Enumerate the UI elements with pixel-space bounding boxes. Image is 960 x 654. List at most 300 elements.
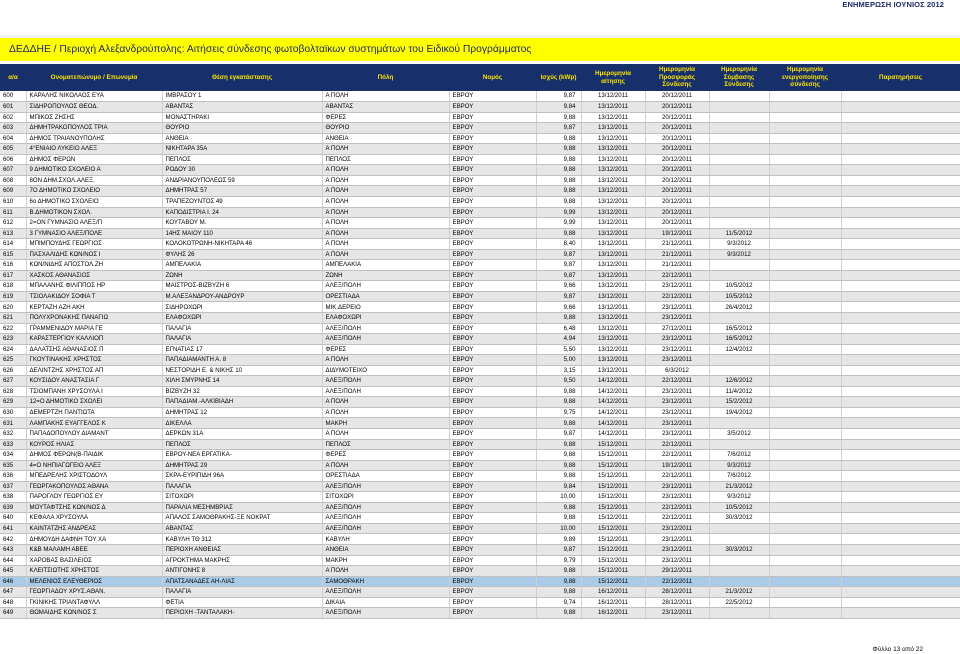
cell-name: ΔΗΜΟΣ ΦΕΡΩΝ xyxy=(26,154,162,165)
cell-contract-date xyxy=(709,260,769,271)
cell-power: 6,48 xyxy=(536,323,581,334)
cell-name: ΚΕΡΤΑΖΗ ΑΖΗ ΑΚΗ xyxy=(26,302,162,313)
cell-aa: 604 xyxy=(0,133,26,144)
cell-activation-date xyxy=(769,291,841,302)
cell-offer-date: 22/12/2011 xyxy=(645,439,709,450)
cell-contract-date: 22/5/2012 xyxy=(709,597,769,608)
cell-power: 9,87 xyxy=(536,123,581,134)
cell-power: 9,88 xyxy=(536,397,581,408)
table-row xyxy=(0,291,960,302)
cell-location: ΔΙΚΕΛΛΑ xyxy=(162,418,322,429)
col-header-activation-date: Ημερομηνία ενεργοποίησης σύνδεσης xyxy=(769,64,841,91)
cell-application-date: 13/12/2011 xyxy=(581,196,645,207)
cell-offer-date: 23/12/2011 xyxy=(645,312,709,323)
cell-name: ΠΑΠΑΔΟΠΟΥΛΟΥ ΔΙΑΜΑΝΤ xyxy=(26,429,162,440)
cell-remarks xyxy=(841,344,960,355)
cell-application-date: 16/12/2011 xyxy=(581,608,645,619)
cell-location: ΑΜΠΕΛΑΚΙΑ xyxy=(162,260,322,271)
cell-prefecture: ΕΒΡΟΥ xyxy=(449,523,536,534)
cell-power: 9,88 xyxy=(536,186,581,197)
col-header-name: Ονοματεπώνυμο / Επωνυμία xyxy=(26,64,162,91)
cell-application-date: 13/12/2011 xyxy=(581,112,645,123)
cell-remarks xyxy=(841,492,960,503)
cell-location: ΠΕΠΛΟΣ xyxy=(162,439,322,450)
cell-location: ΔΗΜΗΤΡΑΣ 57 xyxy=(162,186,322,197)
cell-activation-date xyxy=(769,523,841,534)
cell-city: ΑΛΕΞ/ΠΟΛΗ xyxy=(322,376,449,387)
cell-activation-date xyxy=(769,154,841,165)
cell-prefecture: ΕΒΡΟΥ xyxy=(449,344,536,355)
cell-prefecture: ΕΒΡΟΥ xyxy=(449,186,536,197)
cell-name: 8ΟΝ ΔΗΜ.ΣΧΟΛ.ΑΛΕΞ. xyxy=(26,175,162,186)
cell-name: 2=ΟΝ ΓΥΜΝΑΣΙΟ ΑΛΕΞ/Π xyxy=(26,218,162,229)
cell-power: 9,88 xyxy=(536,471,581,482)
cell-contract-date xyxy=(709,154,769,165)
cell-power: 8,40 xyxy=(536,239,581,250)
cell-application-date: 15/12/2011 xyxy=(581,439,645,450)
cell-activation-date xyxy=(769,429,841,440)
cell-contract-date xyxy=(709,566,769,577)
cell-location: ΔΗΜΗΤΡΑΣ 29 xyxy=(162,460,322,471)
cell-city: Α ΠΟΛΗ xyxy=(322,566,449,577)
cell-application-date: 15/12/2011 xyxy=(581,576,645,587)
cell-aa: 607 xyxy=(0,165,26,176)
cell-location: ΙΜΒΡΑΣΟΥ 1 xyxy=(162,91,322,102)
cell-activation-date xyxy=(769,102,841,113)
cell-prefecture: ΕΒΡΟΥ xyxy=(449,112,536,123)
cell-name: ΓΕΩΡΓΑΚΟΠΟΥΛΟΣ ΑΘΑΝΑ xyxy=(26,481,162,492)
cell-contract-date: 10/5/2012 xyxy=(709,291,769,302)
cell-offer-date: 20/12/2011 xyxy=(645,165,709,176)
cell-activation-date xyxy=(769,502,841,513)
cell-prefecture: ΕΒΡΟΥ xyxy=(449,439,536,450)
cell-prefecture: ΕΒΡΟΥ xyxy=(449,323,536,334)
cell-prefecture: ΕΒΡΟΥ xyxy=(449,397,536,408)
cell-prefecture: ΕΒΡΟΥ xyxy=(449,513,536,524)
cell-name: ΜΠΑΛΑΝΗΣ ΦΙΛΙΠΠΟΣ ΗΡ xyxy=(26,281,162,292)
cell-application-date: 16/12/2011 xyxy=(581,597,645,608)
table-row xyxy=(0,112,960,123)
cell-name: ΜΟΥΤΑΦΤΣΗΣ ΚΩΝ/ΝΟΣ Δ xyxy=(26,502,162,513)
cell-prefecture: ΕΒΡΟΥ xyxy=(449,386,536,397)
cell-application-date: 13/12/2011 xyxy=(581,249,645,260)
cell-aa: 638 xyxy=(0,492,26,503)
cell-activation-date xyxy=(769,334,841,345)
table-row xyxy=(0,144,960,155)
cell-city: ΠΕΠΛΟΣ xyxy=(322,154,449,165)
cell-application-date: 13/12/2011 xyxy=(581,239,645,250)
cell-city: ΦΕΡΕΣ xyxy=(322,450,449,461)
cell-name: ΤΣΙΟΛΑΚΙΔΟΥ ΣΟΦΙΑ Τ xyxy=(26,291,162,302)
cell-name: ΜΠΙΜΠΟΥΔΗΣ ΓΕΩΡΓΙΟΣ xyxy=(26,239,162,250)
cell-offer-date: 22/12/2011 xyxy=(645,270,709,281)
cell-remarks xyxy=(841,186,960,197)
cell-prefecture: ΕΒΡΟΥ xyxy=(449,597,536,608)
cell-remarks xyxy=(841,228,960,239)
cell-city: ΑΒΑΝΤΑΣ xyxy=(322,102,449,113)
cell-power: 9,66 xyxy=(536,281,581,292)
cell-location: ΠΑΠΑΔΙΑΜΑΝΤΗ Α. 8 xyxy=(162,355,322,366)
table-row xyxy=(0,513,960,524)
cell-offer-date: 20/12/2011 xyxy=(645,175,709,186)
cell-remarks xyxy=(841,154,960,165)
cell-application-date: 15/12/2011 xyxy=(581,513,645,524)
table-row xyxy=(0,460,960,471)
cell-aa: 632 xyxy=(0,429,26,440)
cell-aa: 626 xyxy=(0,365,26,376)
cell-offer-date: 21/12/2011 xyxy=(645,260,709,271)
cell-activation-date xyxy=(769,312,841,323)
cell-activation-date xyxy=(769,91,841,102)
cell-prefecture: ΕΒΡΟΥ xyxy=(449,228,536,239)
cell-city: ΠΕΠΛΟΣ xyxy=(322,439,449,450)
cell-remarks xyxy=(841,281,960,292)
table-row xyxy=(0,281,960,292)
cell-prefecture: ΕΒΡΟΥ xyxy=(449,154,536,165)
cell-location: ΡΟΔΟΥ 30 xyxy=(162,165,322,176)
cell-prefecture: ΕΒΡΟΥ xyxy=(449,123,536,134)
cell-name: ΔΗΜΟΣ ΤΡΑΙΑΝΟΥΠΟΛΗΣ xyxy=(26,133,162,144)
cell-city: Α ΠΟΛΗ xyxy=(322,91,449,102)
cell-location: ΝΕΣΤΟΡΙΔΗ Ε. & ΝΙΚΗΣ 10 xyxy=(162,365,322,376)
cell-aa: 611 xyxy=(0,207,26,218)
cell-contract-date: 15/2/2012 xyxy=(709,397,769,408)
cell-contract-date: 9/3/2012 xyxy=(709,492,769,503)
cell-location: ΕΛΑΦΟΧΩΡΙ xyxy=(162,312,322,323)
cell-application-date: 14/12/2011 xyxy=(581,376,645,387)
table-row xyxy=(0,302,960,313)
top-bar xyxy=(0,0,960,10)
cell-application-date: 13/12/2011 xyxy=(581,260,645,271)
cell-location: ΠΑΛΑΓΙΑ xyxy=(162,587,322,598)
cell-contract-date xyxy=(709,144,769,155)
cell-prefecture: ΕΒΡΟΥ xyxy=(449,460,536,471)
cell-prefecture: ΕΒΡΟΥ xyxy=(449,608,536,619)
cell-city: Α ΠΟΛΗ xyxy=(322,144,449,155)
cell-location: ΑΠΑΤΣΑΝΑΔΕΣ ΑΗ-ΛΙΑΣ xyxy=(162,576,322,587)
cell-prefecture: ΕΒΡΟΥ xyxy=(449,545,536,556)
table-row xyxy=(0,576,960,587)
cell-aa: 615 xyxy=(0,249,26,260)
cell-power: 9,88 xyxy=(536,566,581,577)
cell-location: ΕΓΝΑΤΙΑΣ 17 xyxy=(162,344,322,355)
cell-location: ΑΒΑΝΤΑΣ xyxy=(162,523,322,534)
cell-city: ΑΛΕΞ/ΠΟΛΗ xyxy=(322,481,449,492)
cell-activation-date xyxy=(769,133,841,144)
cell-location: ΑΝΤΙΓΟΝΗΣ 8 xyxy=(162,566,322,577)
cell-offer-date: 23/12/2011 xyxy=(645,608,709,619)
cell-contract-date xyxy=(709,165,769,176)
cell-power: 9,87 xyxy=(536,291,581,302)
cell-name: ΔΗΜΟΥΔΗ ΔΑΦΝΗ ΤΟΥ ΧΑ xyxy=(26,534,162,545)
cell-location: ΣΚΡΑ-ΕΥΡΙΠΙΔΗ 96Α xyxy=(162,471,322,482)
cell-activation-date xyxy=(769,492,841,503)
cell-contract-date: 30/3/2012 xyxy=(709,545,769,556)
cell-name: ΘΩΜΑΙΔΗΣ ΚΩΝ/ΝΟΣ Σ xyxy=(26,608,162,619)
table-row xyxy=(0,365,960,376)
cell-prefecture: ΕΒΡΟΥ xyxy=(449,102,536,113)
table-row xyxy=(0,439,960,450)
cell-remarks xyxy=(841,302,960,313)
cell-aa: 614 xyxy=(0,239,26,250)
cell-application-date: 13/12/2011 xyxy=(581,102,645,113)
cell-activation-date xyxy=(769,450,841,461)
cell-contract-date xyxy=(709,355,769,366)
cell-contract-date xyxy=(709,207,769,218)
table-row xyxy=(0,344,960,355)
cell-offer-date: 23/12/2011 xyxy=(645,555,709,566)
cell-activation-date xyxy=(769,228,841,239)
cell-city: ΑΛΕΞ/ΠΟΛΗ xyxy=(322,334,449,345)
cell-name: ΔΕΛΙΝΤΖΗΣ ΧΡΗΣΤΟΣ ΑΠ xyxy=(26,365,162,376)
cell-location: ΒΙΖΒΥΖΗ 32 xyxy=(162,386,322,397)
table-row xyxy=(0,597,960,608)
table-row xyxy=(0,407,960,418)
cell-prefecture: ΕΒΡΟΥ xyxy=(449,175,536,186)
cell-offer-date: 20/12/2011 xyxy=(645,207,709,218)
cell-offer-date: 22/12/2011 xyxy=(645,291,709,302)
col-header-contract-date: Ημερομηνία Σύμβασης Σύνδεσης xyxy=(709,64,769,91)
cell-activation-date xyxy=(769,471,841,482)
table-body xyxy=(0,91,960,618)
cell-contract-date xyxy=(709,91,769,102)
cell-power: 9,88 xyxy=(536,576,581,587)
cell-contract-date: 10/5/2012 xyxy=(709,281,769,292)
cell-location: ΜΑΙΣΤΡΟΣ-ΒΙΖΒΥΖΗ 6 xyxy=(162,281,322,292)
cell-prefecture: ΕΒΡΟΥ xyxy=(449,534,536,545)
cell-power: 9,88 xyxy=(536,587,581,598)
table-row xyxy=(0,207,960,218)
cell-city: Α ΠΟΛΗ xyxy=(322,228,449,239)
cell-application-date: 15/12/2011 xyxy=(581,502,645,513)
cell-activation-date xyxy=(769,576,841,587)
cell-offer-date: 23/12/2011 xyxy=(645,344,709,355)
cell-location: ΠΑΠΑΔΙΑΜ.-ΑΛΚΙΒΙΑΔΗ xyxy=(162,397,322,408)
cell-name: ΔΑΛΑΤΣΗΣ ΑΘΑΝΑΣΙΟΣ Π xyxy=(26,344,162,355)
cell-name: ΧΑΡΟΒΑΣ ΒΑΣΙΛΕΙΟΣ xyxy=(26,555,162,566)
cell-application-date: 13/12/2011 xyxy=(581,291,645,302)
cell-activation-date xyxy=(769,323,841,334)
cell-remarks xyxy=(841,312,960,323)
cell-activation-date xyxy=(769,597,841,608)
cell-application-date: 15/12/2011 xyxy=(581,471,645,482)
cell-city: ΘΟΥΡΙΟ xyxy=(322,123,449,134)
cell-activation-date xyxy=(769,165,841,176)
cell-offer-date: 20/12/2011 xyxy=(645,144,709,155)
cell-remarks xyxy=(841,365,960,376)
cell-offer-date: 19/12/2011 xyxy=(645,228,709,239)
cell-application-date: 13/12/2011 xyxy=(581,186,645,197)
cell-application-date: 13/12/2011 xyxy=(581,165,645,176)
cell-activation-date xyxy=(769,302,841,313)
cell-location: ΜΟΝΑΣΤΗΡΑΚΙ xyxy=(162,112,322,123)
cell-offer-date: 20/12/2011 xyxy=(645,123,709,134)
cell-location: ΠΑΛΑΓΙΑ xyxy=(162,334,322,345)
cell-contract-date: 9/3/2012 xyxy=(709,239,769,250)
cell-remarks xyxy=(841,407,960,418)
cell-contract-date: 7/6/2012 xyxy=(709,471,769,482)
cell-power: 5,50 xyxy=(536,344,581,355)
cell-name: ΜΠΙΚΟΣ ΖΗΣΗΣ xyxy=(26,112,162,123)
cell-offer-date: 6/3/2012 xyxy=(645,365,709,376)
cell-activation-date xyxy=(769,112,841,123)
cell-contract-date xyxy=(709,102,769,113)
cell-application-date: 13/12/2011 xyxy=(581,91,645,102)
cell-location: ΧΙΛΗ ΣΜΥΡΝΗΣ 14 xyxy=(162,376,322,387)
cell-aa: 633 xyxy=(0,439,26,450)
table-row xyxy=(0,239,960,250)
cell-aa: 617 xyxy=(0,270,26,281)
cell-location: ΔΗΜΗΤΡΑΣ 12 xyxy=(162,407,322,418)
table-row xyxy=(0,418,960,429)
cell-offer-date: 27/12/2011 xyxy=(645,323,709,334)
cell-name: ΚΛΕΙΤΣΙΩΤΗΣ ΧΡΗΣΤΟΣ xyxy=(26,566,162,577)
cell-remarks xyxy=(841,196,960,207)
table-row xyxy=(0,133,960,144)
cell-city: ΑΛΕΞ/ΠΟΛΗ xyxy=(322,502,449,513)
cell-aa: 610 xyxy=(0,196,26,207)
cell-location: ΑΝΘΕΙΑ xyxy=(162,133,322,144)
table-row xyxy=(0,334,960,345)
cell-offer-date: 23/12/2011 xyxy=(645,386,709,397)
cell-application-date: 15/12/2011 xyxy=(581,545,645,556)
cell-name: ΔΗΜΟΣ ΦΕΡΩΝ(Β-ΠΑΙΔΙΚ xyxy=(26,450,162,461)
cell-name: ΛΑΜΠΑΚΗΣ ΕΥΑΓΓΕΛΟΣ Κ xyxy=(26,418,162,429)
cell-name: ΚΑΙΝΤΑΤΖΗΣ ΑΝΔΡΕΑΣ xyxy=(26,523,162,534)
cell-location: ΦΕΤΙΑ xyxy=(162,597,322,608)
cell-prefecture: ΕΒΡΟΥ xyxy=(449,555,536,566)
cell-remarks xyxy=(841,534,960,545)
page-title: ΔΕΔΔΗΕ / Περιοχή Αλεξανδρούπολης: Αιτήσεις σύνδεσης φωτοβολταϊκων συστημάτων του Ειδικού Προγράμματος xyxy=(9,44,532,55)
cell-remarks xyxy=(841,397,960,408)
cell-name: 7Ο ΔΗΜΟΤΙΚΟ ΣΧΟΛΕΙΟ xyxy=(26,186,162,197)
cell-name: ΚΕΦΑΛΑ ΧΡΥΣΟΥΛΑ xyxy=(26,513,162,524)
cell-contract-date xyxy=(709,186,769,197)
cell-city: ΑΛΕΞ/ΠΟΛΗ xyxy=(322,323,449,334)
cell-activation-date xyxy=(769,365,841,376)
cell-name: ΠΑΣΧΑΛΙΔΗΣ ΚΩΝ/ΝΟΣ Ι xyxy=(26,249,162,260)
cell-city: Α ΠΟΛΗ xyxy=(322,429,449,440)
cell-offer-date: 23/12/2011 xyxy=(645,418,709,429)
cell-location: ΚΑΠΟΔΙΣΤΡΙΑ Ι. 24 xyxy=(162,207,322,218)
cell-application-date: 13/12/2011 xyxy=(581,218,645,229)
cell-contract-date: 21/3/2012 xyxy=(709,481,769,492)
cell-location: ΠΕΡΙΟΧΗ ΑΝΘΕΙΑΣ xyxy=(162,545,322,556)
cell-city: Α ΠΟΛΗ xyxy=(322,165,449,176)
cell-city: ΔΙΚΑΙΑ xyxy=(322,597,449,608)
cell-prefecture: ΕΒΡΟΥ xyxy=(449,566,536,577)
cell-power: 9,88 xyxy=(536,154,581,165)
cell-city: ΜΙΚ.ΔΕΡΕΙΟ xyxy=(322,302,449,313)
cell-power: 9,88 xyxy=(536,165,581,176)
cell-city: ΑΜΠΕΛΑΚΙΑ xyxy=(322,260,449,271)
cell-contract-date: 16/5/2012 xyxy=(709,334,769,345)
cell-remarks xyxy=(841,91,960,102)
cell-city: Α ΠΟΛΗ xyxy=(322,175,449,186)
cell-contract-date xyxy=(709,196,769,207)
cell-city: Α ΠΟΛΗ xyxy=(322,207,449,218)
cell-prefecture: ΕΒΡΟΥ xyxy=(449,165,536,176)
cell-offer-date: 23/12/2011 xyxy=(645,397,709,408)
cell-application-date: 14/12/2011 xyxy=(581,418,645,429)
cell-offer-date: 28/12/2011 xyxy=(645,587,709,598)
cell-prefecture: ΕΒΡΟΥ xyxy=(449,587,536,598)
cell-city: ΑΛΕΞ/ΠΟΛΗ xyxy=(322,386,449,397)
cell-aa: 605 xyxy=(0,144,26,155)
cell-application-date: 15/12/2011 xyxy=(581,523,645,534)
table-row xyxy=(0,123,960,134)
cell-name: 12=Ο ΔΗΜΟΤΙΚΟ ΣΧΟΛΕΙ xyxy=(26,397,162,408)
cell-remarks xyxy=(841,123,960,134)
cell-prefecture: ΕΒΡΟΥ xyxy=(449,492,536,503)
cell-name: ΓΚΟΥΤΙΝΑΚΗΣ ΧΡΗΣΤΟΣ xyxy=(26,355,162,366)
cell-application-date: 13/12/2011 xyxy=(581,365,645,376)
table-row xyxy=(0,312,960,323)
cell-contract-date: 11/4/2012 xyxy=(709,386,769,397)
cell-contract-date xyxy=(709,365,769,376)
cell-location: ΦΥΛΗΣ 26 xyxy=(162,249,322,260)
cell-power: 9,50 xyxy=(536,376,581,387)
table-row xyxy=(0,523,960,534)
cell-offer-date: 23/12/2011 xyxy=(645,545,709,556)
cell-activation-date xyxy=(769,460,841,471)
cell-power: 9,66 xyxy=(536,302,581,313)
table-row xyxy=(0,249,960,260)
cell-name: ΚΟΥΡΟΣ ΗΛΙΑΣ xyxy=(26,439,162,450)
cell-activation-date xyxy=(769,249,841,260)
cell-remarks xyxy=(841,133,960,144)
cell-aa: 609 xyxy=(0,186,26,197)
cell-aa: 640 xyxy=(0,513,26,524)
cell-power: 9,79 xyxy=(536,555,581,566)
cell-city: Α ΠΟΛΗ xyxy=(322,460,449,471)
cell-activation-date xyxy=(769,534,841,545)
cell-remarks xyxy=(841,502,960,513)
cell-contract-date: 3/5/2012 xyxy=(709,429,769,440)
cell-application-date: 15/12/2011 xyxy=(581,534,645,545)
cell-offer-date: 22/12/2011 xyxy=(645,376,709,387)
cell-city: ΑΛΕΞ/ΠΟΛΗ xyxy=(322,523,449,534)
cell-location: ΠΕΡΙΟΧΗ -ΤΑΝΤΑΛΑΚΗ- xyxy=(162,608,322,619)
cell-application-date: 15/12/2011 xyxy=(581,460,645,471)
col-header-prefecture: Νομός xyxy=(449,64,536,91)
cell-prefecture: ΕΒΡΟΥ xyxy=(449,407,536,418)
cell-location: ΠΕΠΛΟΣ xyxy=(162,154,322,165)
cell-power: 9,87 xyxy=(536,545,581,556)
cell-application-date: 15/12/2011 xyxy=(581,481,645,492)
cell-offer-date: 23/12/2011 xyxy=(645,481,709,492)
cell-contract-date: 16/5/2012 xyxy=(709,323,769,334)
cell-activation-date xyxy=(769,555,841,566)
cell-city: ΦΕΡΕΣ xyxy=(322,112,449,123)
cell-contract-date: 12/4/2012 xyxy=(709,344,769,355)
cell-activation-date xyxy=(769,175,841,186)
table-row xyxy=(0,165,960,176)
cell-contract-date: 26/4/2012 xyxy=(709,302,769,313)
table-row xyxy=(0,545,960,556)
cell-remarks xyxy=(841,175,960,186)
cell-offer-date: 20/12/2011 xyxy=(645,186,709,197)
cell-prefecture: ΕΒΡΟΥ xyxy=(449,260,536,271)
cell-city: ΦΕΡΕΣ xyxy=(322,344,449,355)
table-row xyxy=(0,397,960,408)
cell-remarks xyxy=(841,239,960,250)
cell-city: ΑΝΘΕΙΑ xyxy=(322,133,449,144)
cell-name: ΚΑΡΑΣΤΕΡΓΙΟΥ ΚΑΛΛΙΟΠ xyxy=(26,334,162,345)
cell-aa: 631 xyxy=(0,418,26,429)
cell-remarks xyxy=(841,323,960,334)
table-row xyxy=(0,608,960,619)
